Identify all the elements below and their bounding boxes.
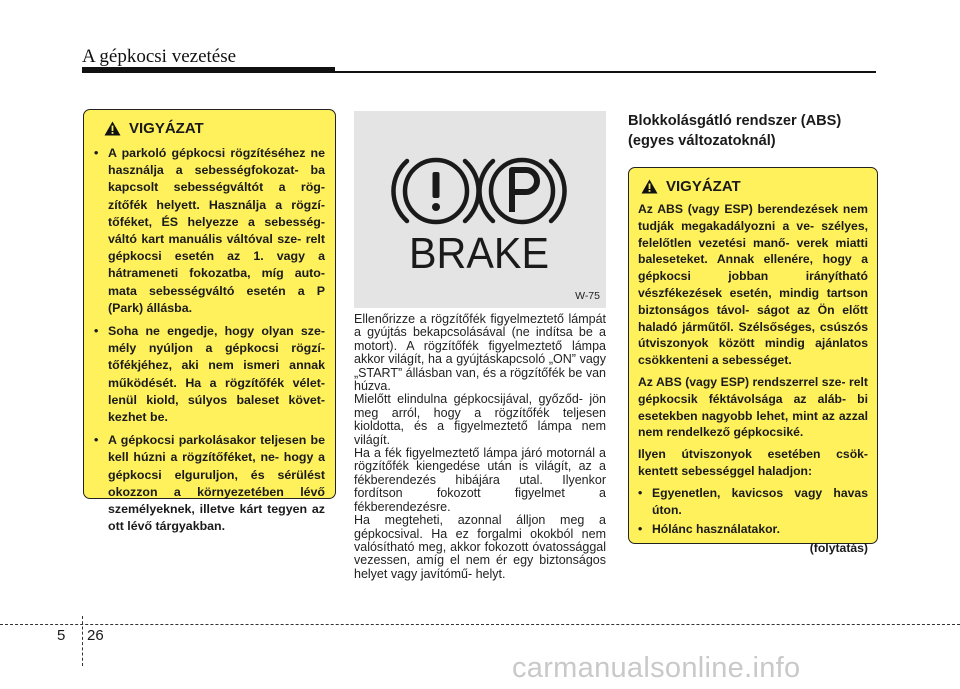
figure-code: W-75 bbox=[575, 290, 600, 302]
brake-lamp-illustration bbox=[354, 111, 606, 308]
brake-warning-lamp-figure bbox=[354, 111, 606, 308]
warning-paragraph: Ilyen útviszonyok esetében csök- kentett sebességgel haladjon: bbox=[638, 447, 868, 478]
parking-p-icon bbox=[512, 170, 537, 212]
paragraph: Ha megteheti, azonnal álljon meg a gépkocsival. Ha ez forgalmi okokból nem valósítható meg, akkor fokozott óvatossággal vezessen, amíg el nem ér egy biztonságos helyet vagy javítómű- helyt. bbox=[354, 513, 606, 581]
warning-paragraph: Az ABS (vagy ESP) rendszerrel sze- relt gépkocsik féktávolsága az aláb- bi esetekben nagyobb lehet, mint az azzal nem rendelkező gépkocsiké. bbox=[638, 374, 868, 440]
warning-title: VIGYÁZAT bbox=[129, 120, 204, 137]
paragraph: Ha a fék figyelmeztető lámpa járó motornál a rögzítőfék kiengedése után is világít, az a fékberendezés hibájára utal. Ilyenkor fordítson fokozott figyelmet a fékberendezésre. bbox=[354, 446, 606, 514]
exclamation-icon bbox=[432, 172, 440, 211]
header-rule-thin bbox=[335, 71, 876, 73]
paragraph: Mielőtt elindulna gépkocsijával, győződ- jön meg arról, hogy a rögzítőfék teljesen kioldotta, és a figyelmeztető lámpa nem világít. bbox=[354, 392, 606, 447]
warning-box-abs bbox=[628, 167, 878, 556]
header-rule-thick bbox=[82, 67, 335, 73]
list-item: • A parkoló gépkocsi rögzítéséhez ne használja a sebességfokozat- ba kapcsolt sebességváltót a rög- zítőfék helyett. Használja a rögzí- tőféket, ÉS helyezze a sebesség- váltó kart manuális váltóval sze- relt gépkocsi esetén az 1. vagy a hátrameneti fokozatba, míg auto- mata sebességváltó esetén a P (Park) állásba. bbox=[94, 145, 325, 317]
warning-header bbox=[104, 120, 325, 137]
chapter-number: 5 bbox=[57, 627, 66, 644]
page-header-title: A gépkocsi vezetése bbox=[82, 46, 237, 67]
abs-title-line1: Blokkolásgátló rendszer (ABS) bbox=[628, 113, 842, 129]
warning-triangle-icon bbox=[104, 121, 121, 136]
list-item: • Hólánc használatakor. bbox=[638, 521, 868, 538]
footer-vertical-divider bbox=[82, 616, 83, 666]
abs-section-title bbox=[628, 111, 878, 151]
brake-label: BRAKE bbox=[409, 229, 549, 278]
paragraph: Ellenőrizze a rögzítőfék figyelmeztető lámpát a gyújtás bekapcsolásával (ne indítsa be a motort). A rögzítőfék figyelmeztető lámpa akkor világít, ha a gyújtáskapcsoló „ON” vagy „START” állásban van, és a rögzítőfék be van húzva. bbox=[354, 312, 606, 394]
footer-divider bbox=[0, 624, 960, 625]
watermark: carmanualsonline.info bbox=[512, 652, 801, 684]
brake-lamp-body-text bbox=[354, 313, 606, 581]
warning-bullet-list bbox=[638, 485, 868, 538]
warning-box-parking-brake bbox=[83, 109, 336, 534]
warning-triangle-icon bbox=[641, 179, 658, 194]
warning-title: VIGYÁZAT bbox=[666, 178, 741, 195]
list-item: • Egyenetlen, kavicsos vagy havas úton. bbox=[638, 485, 868, 519]
warning-header bbox=[641, 178, 868, 195]
warning-paragraph: Az ABS (vagy ESP) berendezések nem tudják megakadályozni a ve- szélyes, felelőtlen vezetési manő- verek miatti baleseteket. Annak ellenére, hogy a gépkocsi jobban irányítható vészfékezések esetén, mindig tartson biztonságos távol- ságot az Ön előtt haladó járműtől. Szélsőséges, csúszós útviszonyok között mindig ajánlatos csökkenteni a sebességet. bbox=[638, 202, 868, 368]
page-number: 26 bbox=[87, 627, 104, 644]
list-item: • A gépkocsi parkolásakor teljesen be kell húzni a rögzítőféket, ne- hogy a gépkocsi elguruljon, és sérülést okozzon a környezetében lévő személyeknek, illetve kárt tegyen az ott lévő tárgyakban. bbox=[94, 432, 325, 535]
continued-label: (folytatás) bbox=[809, 541, 868, 556]
warning-bullet-list bbox=[94, 145, 325, 535]
list-item: • Soha ne engedje, hogy olyan sze- mély nyúljon a gépkocsi rögzí- tőfékjéhez, aki nem ismeri annak működését. Ha a rögzítőfék vélet- lenül kiold, súlyos baleset követ- kezhet be. bbox=[94, 323, 325, 426]
abs-title-line2: (egyes változatoknál) bbox=[628, 133, 776, 149]
